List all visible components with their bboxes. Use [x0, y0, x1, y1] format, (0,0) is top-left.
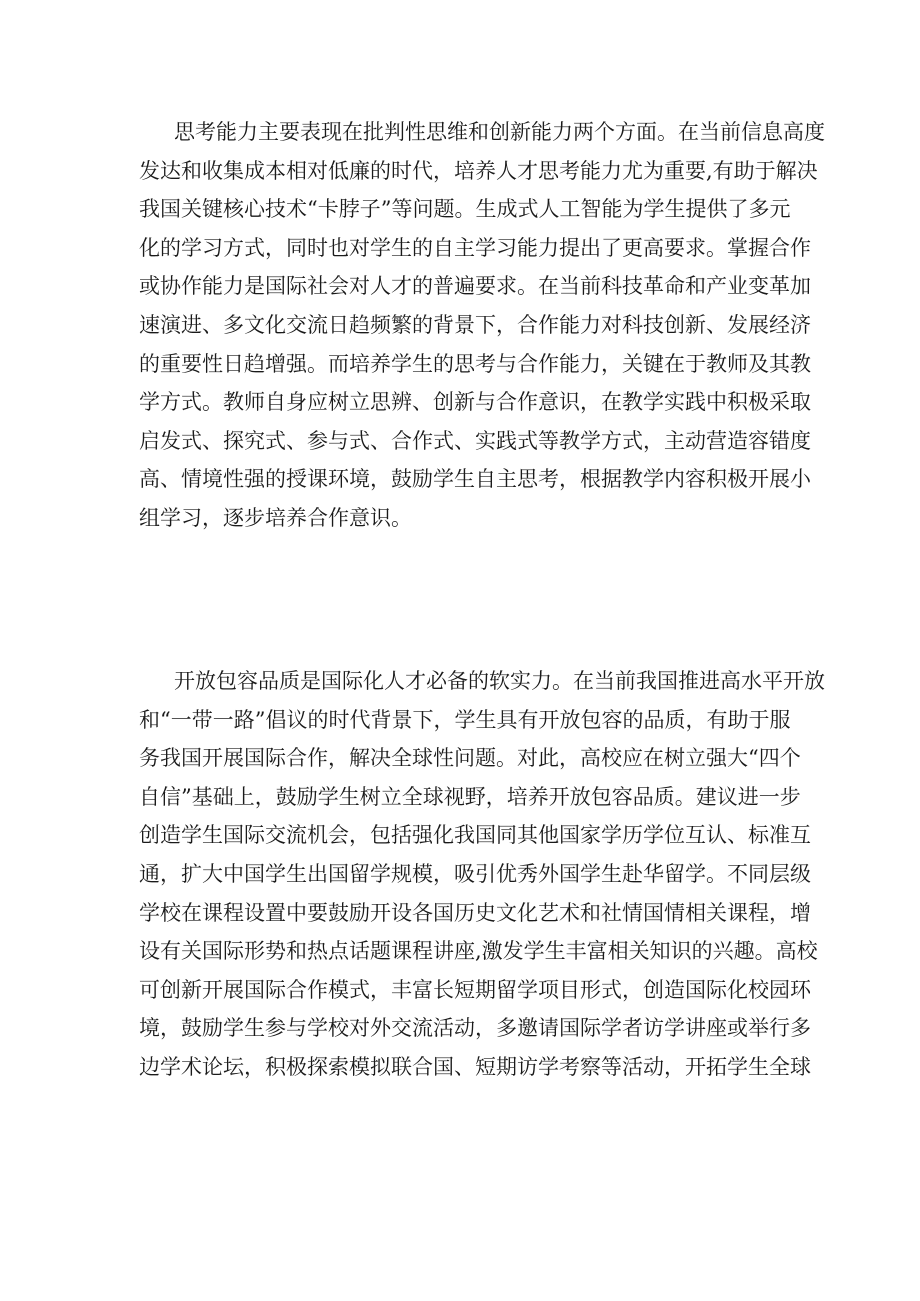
text-line: 务我国开展国际合作，解决全球性问题。对此，高校应在树立强大“四个 [139, 746, 801, 771]
text-line: 学方式。教师自身应树立思辨、创新与合作意识，在教学实践中积极采取 [139, 390, 811, 415]
text-line: 我国关键核心技术“卡脖子”等问题。生成式人工智能为学生提供了多元 [139, 197, 791, 222]
text-line: 可创新开展国际合作模式，丰富长短期留学项目形式，创造国际化校园环 [139, 977, 811, 1002]
text-line: 开放包容品质是国际化人才必备的软实力。在当前我国推进高水平开放 [174, 669, 825, 693]
text-line: 的重要性日趋增强。而培养学生的思考与合作能力，关键在于教师及其教 [139, 351, 811, 376]
text-line: 设有关国际形势和热点话题课程讲座,激发学生丰富相关知识的兴趣。高校 [139, 939, 818, 964]
paragraph-openness-inclusiveness [139, 662, 825, 1087]
text-line: 自信”基础上，鼓励学生树立全球视野，培养开放包容品质。建议进一步 [139, 784, 801, 809]
paragraph-thinking-cooperation [139, 113, 825, 538]
text-line: 学校在课程设置中要鼓励开设各国历史文化艺术和社情国情相关课程，增 [139, 900, 811, 925]
text-line: 高、情境性强的授课环境，鼓励学生自主思考，根据教学内容积极开展小 [139, 467, 811, 492]
text-line: 创造学生国际交流机会，包括强化我国同其他国家学历学位互认、标准互 [139, 823, 811, 848]
text-line: 思考能力主要表现在批判性思维和创新能力两个方面。在当前信息高度 [174, 120, 825, 144]
text-line: 和“一带一路”倡议的时代背景下，学生具有开放包容的品质，有助于服 [139, 707, 791, 732]
text-line: 速演进、多文化交流日趋频繁的背景下，合作能力对科技创新、发展经济 [139, 312, 811, 337]
text-line: 启发式、探究式、参与式、合作式、实践式等教学方式，主动营造容错度 [139, 428, 811, 453]
text-line: 边学术论坛，积极探索模拟联合国、短期访学考察等活动，开拓学生全球 [139, 1054, 811, 1079]
text-line: 境，鼓励学生参与学校对外交流活动，多邀请国际学者访学讲座或举行多 [139, 1016, 811, 1041]
text-line: 发达和收集成本相对低廉的时代，培养人才思考能力尤为重要,有助于解决 [139, 158, 818, 183]
text-line: 通，扩大中国学生出国留学规模，吸引优秀外国学生赴华留学。不同层级 [139, 861, 811, 886]
text-line: 组学习，逐步培养合作意识。 [139, 505, 412, 530]
text-line: 化的学习方式，同时也对学生的自主学习能力提出了更高要求。掌握合作 [139, 235, 811, 260]
text-line: 或协作能力是国际社会对人才的普遍要求。在当前科技革命和产业变革加 [139, 274, 811, 299]
